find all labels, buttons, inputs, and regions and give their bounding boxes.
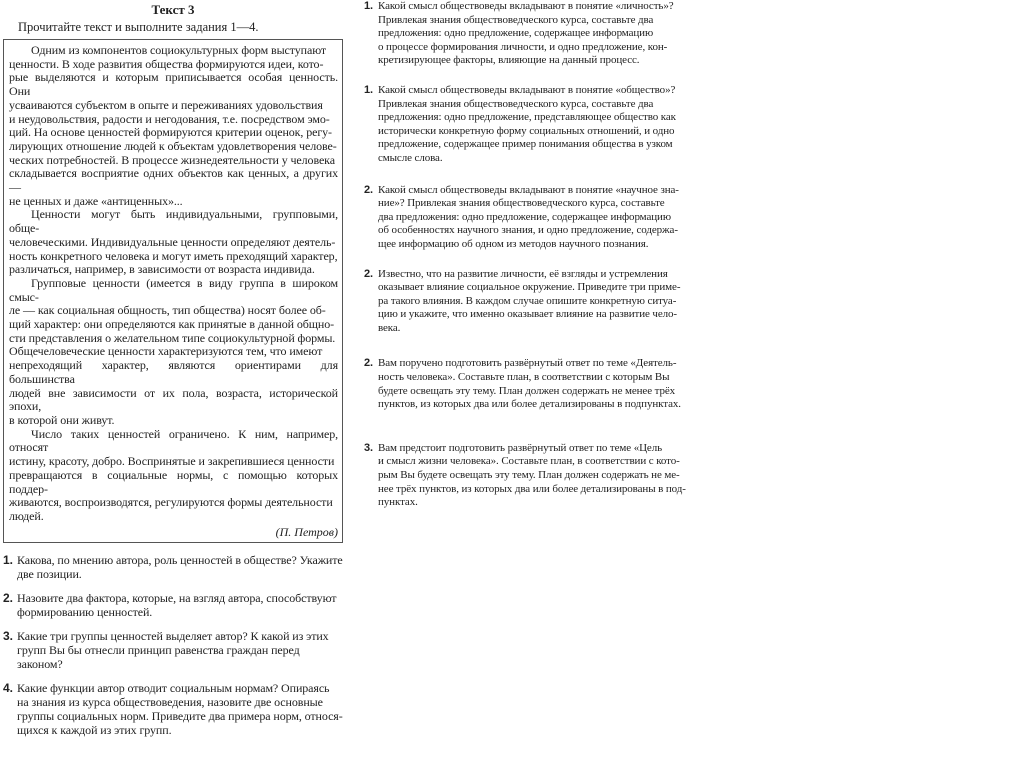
text-frame [3,39,343,543]
task-item [364,357,700,411]
paragraph [9,277,338,428]
source-text [9,44,338,524]
question-item [3,591,343,619]
text-line: ность конкретного человека и могут иметь преходящий характер, [9,248,338,263]
text-line: ций. На основе ценностей формируются критерии оценок, регу- [9,125,332,140]
text-line: живаются, воспроизводятся, регулируются формы деятельности [9,495,333,510]
paragraph [9,208,338,277]
questions-list [3,553,343,737]
text-line: Число таких ценностей ограничено. К ним, например, относят [9,426,338,455]
item-number: 2. [3,590,13,605]
item-text [17,591,343,619]
tasks-list [364,0,700,510]
text-line: ле — как социальная общность, тип общества) носят более об- [9,303,326,318]
text-line: исторически конкретную форму социальных отношений, и одно [378,124,675,137]
paragraph [9,44,338,208]
text-line: века. [378,321,401,334]
text-line: на знания из курса обществоведения, назовите две основные [17,694,323,709]
text-line: ность человека». Составьте план, в соответствии с которым Вы [378,371,670,384]
author: (П. Петров) [275,524,338,539]
text-line: оказывает влияние социальное окружение. Приведите три приме- [378,281,681,294]
text-line: группы социальных норм. Приведите два примера норм, относя- [17,708,343,723]
item-number: 3. [3,628,13,643]
item-number: 2. [364,267,373,280]
text-line: о процессе формирования личности, и одно предложение, кон- [378,40,668,53]
text-line: усваиваются субъектом в опыте и переживаниях удовольствия [9,97,323,112]
text-line: и неудовольствия, радости и негодования, т.е. посредством эмо- [9,111,330,126]
text-line: в которой они живут. [9,412,115,427]
item-text [17,629,343,671]
text-line: два предложения: одно предложение, содержащее информацию [378,210,671,223]
item-number: 2. [364,357,373,370]
text-line: Какова, по мнению автора, роль ценностей в обществе? Укажите [17,552,343,567]
text-line: кретизирующее факторы, влияющие на данный процесс. [378,54,640,67]
item-text [378,0,700,68]
item-text [378,357,700,411]
text-line: людей. [9,508,44,523]
text-line: лирующих отношение людей к объектам удовлетворения челове- [9,138,337,153]
task-item [364,442,700,510]
task-item [364,268,700,336]
text-line: и смысл жизни человека». Составьте план, в соответствии с кото- [378,455,680,468]
item-text [17,681,343,737]
item-number: 2. [364,183,373,196]
paragraph [9,428,338,524]
item-text [378,268,700,336]
text-line: Общечеловеческие ценности характеризуются тем, что имеют [9,344,323,359]
item-number: 3. [364,441,373,454]
text-line: ра такого влияния. В каждом случае опишите конкретную ситуа- [378,294,677,307]
right-column [364,0,700,510]
text-line: Какой смысл обществоведы вкладывают в понятие «личность»? [378,0,674,12]
question-item [3,681,343,737]
text-line: пунктах. [378,496,418,509]
text-line: не ценных и даже «антиценных»... [9,193,183,208]
item-text [17,553,343,581]
text-line: групп Вы бы отнесли принцип равенства граждан перед законом? [17,642,300,671]
text-line: Какие функции автор отводит социальным нормам? Опираясь [17,680,330,695]
text-line: Групповые ценности (имеется в виду группа в широком смыс- [9,275,338,304]
text-line: Известно, что на развитие личности, её взгляды и устремления [378,267,668,280]
task-item [364,0,700,68]
item-text [378,84,700,166]
text-line: истину, красоту, добро. Воспринятые и закрепившиеся ценности [9,454,335,469]
text-line: ческих потребностей. В процессе жизнедеятельности у человека [9,152,335,167]
item-number: 1. [364,0,373,12]
text-line: пунктов, из которых два или более детализированы в подпунктах. [378,398,681,411]
text-line: Вам предстоит подготовить развёрнутый ответ по теме «Цель [378,441,663,454]
instruction: Прочитайте текст и выполните задания 1—4. [18,20,259,34]
text-line: щихся к каждой из этих групп. [17,722,172,737]
text-line: Вам поручено подготовить развёрнутый ответ по теме «Деятель- [378,357,677,370]
text-line: нее трёх пунктов, из которых два или более детализированы в под- [378,482,686,495]
text-line: складывается восприятие одних объектов как ценных, а других — [9,166,338,195]
text-line: превращаются в социальные нормы, с помощью которых поддер- [9,467,338,496]
text-line: Назовите два фактора, которые, на взгляд автора, способствуют [17,590,337,605]
text-line: Какие три группы ценностей выделяет автор? К какой из этих [17,628,329,643]
item-text [378,442,700,510]
text-line: рым Вы будете освещать эту тему. План должен содержать не ме- [378,469,680,482]
text-title: Текст 3 [151,2,195,17]
task-item [364,184,700,252]
text-line: различаться, например, в зависимости от возраста индивида. [9,262,315,277]
text-line: Привлекая знания обществоведческого курса, составьте два [378,97,654,110]
text-line: будете освещать эту тему. План должен содержать не менее трёх [378,384,676,397]
item-number: 4. [3,680,13,695]
question-item [3,629,343,671]
text-line: об особенностях научного знания, и одно предложение, содержа- [378,224,678,237]
question-item [3,553,343,581]
text-line: Ценности могут быть индивидуальными, групповыми, обще- [9,207,338,236]
text-line: смысле слова. [378,151,443,164]
text-line: Одним из компонентов социокультурных форм выступают [31,43,327,57]
text-line: ние»? Привлекая знания обществоведческого курса, составьте [378,197,665,210]
item-number: 1. [3,552,13,567]
text-line: людей вне зависимости от их пола, возраста, исторической эпохи, [9,385,338,414]
text-line: Какой смысл обществоведы вкладывают в понятие «научное зна- [378,183,679,196]
text-line: предложение, содержащее пример понимания общества в узком [378,138,673,151]
item-text [378,184,700,252]
left-column [3,0,343,737]
task-item [364,84,700,166]
text-line: Привлекая знания обществоведческого курса, составьте два [378,13,654,26]
text-line: человеческими. Индивидуальные ценности определяют деятель- [9,234,336,249]
text-line: формированию ценностей. [17,604,153,619]
text-line: непреходящий характер, являются ориентирами для большинства [9,358,338,386]
text-line: сти представления о желательном типе социокультурной формы. [9,330,336,345]
text-line: ценности. В ходе развития общества формируются идеи, кото- [9,56,324,71]
text-line: рые выделяются и которым приписывается особая ценность. Они [9,70,338,99]
text-line: щее информацию об одном из методов научного познания. [378,237,649,250]
text-line: две позиции. [17,566,82,581]
text-line: щий характер: они определяются как принятые в данной общно- [9,317,335,332]
text-line: Какой смысл обществоведы вкладывают в понятие «общество»? [378,83,676,96]
text-line: цию и укажите, что именно оказывает влияние на развитие чело- [378,308,677,321]
text-line: предложения: одно предложение, содержащее информацию [378,27,654,40]
text-line: предложения: одно предложение, представляющее общество как [378,111,676,124]
item-number: 1. [364,83,373,96]
